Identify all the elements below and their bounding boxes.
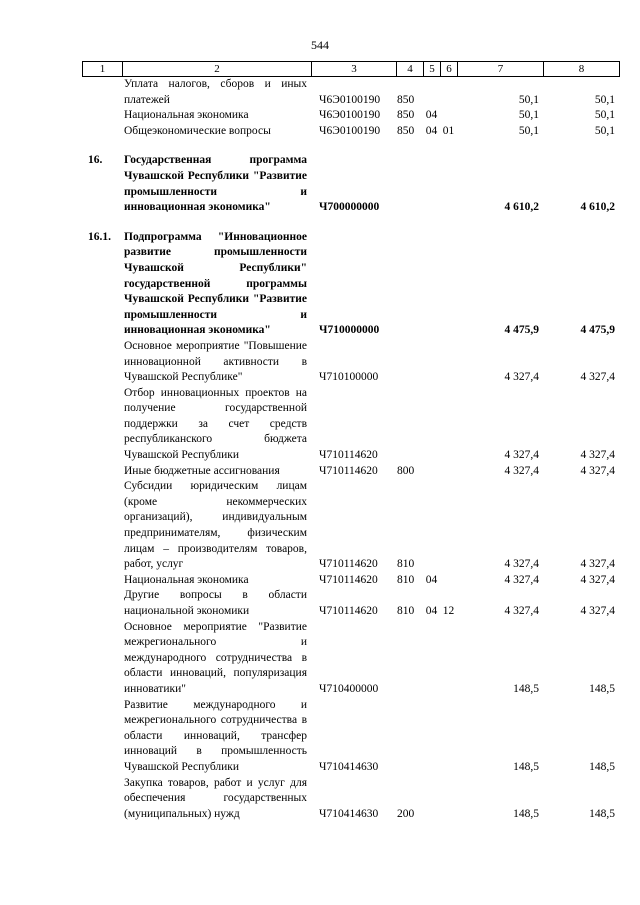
row-number (82, 464, 122, 480)
expense-type-code: 800 (397, 464, 415, 477)
expense-type-code (396, 230, 423, 339)
expense-type-code: 200 (397, 807, 415, 820)
amount-col-7: 4 327,4 (504, 371, 539, 384)
table-row (82, 77, 619, 108)
table-row (82, 573, 619, 589)
expense-type-code: 850 (397, 109, 415, 122)
section-code: 04 (425, 124, 438, 137)
row-number (82, 588, 122, 619)
amount-col-7: 4 610,2 (504, 201, 539, 214)
section-code: 04 (425, 605, 438, 617)
target-article-code: Ч710414630 (319, 807, 379, 820)
section-code (423, 339, 440, 386)
amount-col-8: 148,5 (589, 760, 615, 773)
budget-table (82, 77, 619, 822)
amount-col-8: 4 327,4 (580, 371, 615, 384)
subsection-code (440, 573, 457, 589)
row-name: Национальная экономика (124, 109, 249, 122)
row-number: 16. (88, 154, 103, 167)
expense-type-code: 810 (397, 573, 415, 586)
amount-col-7: 50,1 (518, 124, 539, 137)
row-name: Общеэкономические вопросы (124, 124, 271, 137)
target-article-code: Ч6Э0100190 (319, 124, 381, 137)
subsection-code: 01 (442, 124, 455, 137)
header-col-2: 2 (123, 62, 312, 77)
subsection-code (440, 153, 457, 215)
subsection-code (440, 230, 457, 339)
subsection-code (440, 386, 457, 464)
subsection-code (440, 698, 457, 776)
subsection-code (440, 620, 457, 698)
row-name: Государственная программа Чувашской Республики "Развитие промышленности и инновационная экономика" (124, 154, 307, 214)
subsection-code (440, 77, 457, 108)
target-article-code: Ч710114620 (319, 464, 378, 477)
amount-col-8: 50,1 (594, 93, 615, 106)
target-article-code: Ч710114620 (319, 605, 378, 617)
row-number: 16.1. (88, 230, 111, 243)
row-name: Субсидии юридическим лицам (кроме некоммерческих организаций), индивидуальным предпринимателям, физическим лицам – производителям товаров, работ, услуг (124, 480, 307, 571)
row-name: Иные бюджетные ассигнования (124, 464, 280, 477)
row-name: Основное мероприятие "Повышение инновационной активности в Чувашской Республике" (124, 339, 307, 384)
expense-type-code (396, 153, 423, 215)
amount-col-7: 4 327,4 (504, 449, 539, 462)
table-row (82, 153, 619, 215)
section-code: 04 (425, 573, 438, 586)
header-col-7: 7 (458, 62, 544, 77)
table-row (82, 588, 619, 619)
table-row (82, 698, 619, 776)
target-article-code: Ч6Э0100190 (319, 109, 381, 122)
target-article-code: Ч710100000 (319, 371, 379, 384)
row-name: Другие вопросы в области национальной экономики (124, 589, 307, 617)
page-number: 544 (311, 38, 329, 52)
section-code (423, 776, 440, 823)
table-row (82, 386, 619, 464)
row-number (82, 77, 122, 108)
row-number (82, 386, 122, 464)
amount-col-7: 148,5 (513, 760, 539, 773)
row-name: Подпрограмма "Инновационное развитие промышленности Чувашской Республики" государственной программы Чувашской Республики "Развитие промышленности и инновационная экономика" (124, 230, 307, 337)
row-name: Национальная экономика (124, 573, 249, 586)
row-name: Основное мероприятие "Развитие межрегионального и международного сотрудничества в области инноваций, популяризация инноватики" (124, 620, 307, 695)
subsection-code (440, 108, 457, 124)
row-number (82, 479, 122, 573)
expense-type-code (396, 339, 423, 386)
amount-col-7: 148,5 (513, 682, 539, 695)
row-number (82, 339, 122, 386)
expense-type-code: 810 (397, 605, 415, 617)
spacer-row (82, 216, 619, 230)
spacer-row (82, 139, 619, 153)
column-number-header (82, 61, 620, 77)
amount-col-7: 4 327,4 (504, 605, 539, 617)
section-code (423, 698, 440, 776)
spacer-cell (82, 216, 619, 230)
table-row (82, 776, 619, 823)
amount-col-7: 50,1 (518, 109, 539, 122)
row-number (82, 124, 122, 140)
table-row (82, 230, 619, 339)
row-name: Уплата налогов, сборов и иных платежей (124, 78, 307, 106)
target-article-code: Ч6Э0100190 (319, 93, 381, 106)
section-code (423, 386, 440, 464)
subsection-code (440, 776, 457, 823)
subsection-code (440, 339, 457, 386)
amount-col-8: 4 610,2 (580, 201, 615, 214)
table-row (82, 479, 619, 573)
expense-type-code: 850 (397, 93, 415, 106)
amount-col-8: 148,5 (589, 682, 615, 695)
table-row (82, 464, 619, 480)
target-article-code: Ч710114620 (319, 558, 378, 571)
table-row (82, 339, 619, 386)
expense-type-code (396, 698, 423, 776)
header-col-4: 4 (397, 62, 424, 77)
section-code: 04 (425, 109, 438, 122)
row-name: Закупка товаров, работ и услуг для обеспечения государственных (муниципальных) нужд (124, 776, 307, 820)
amount-col-8: 4 327,4 (580, 464, 615, 477)
section-code (423, 153, 440, 215)
amount-col-7: 4 327,4 (504, 464, 539, 477)
header-col-8: 8 (544, 62, 620, 77)
table-row (82, 108, 619, 124)
section-code (423, 77, 440, 108)
target-article-code: Ч710114620 (319, 449, 378, 462)
expense-type-code: 810 (397, 558, 415, 571)
amount-col-8: 148,5 (589, 807, 615, 820)
spacer-cell (82, 139, 619, 153)
header-col-3: 3 (312, 62, 397, 77)
row-number (82, 108, 122, 124)
target-article-code: Ч710000000 (319, 324, 380, 337)
expense-type-code (396, 386, 423, 464)
amount-col-8: 4 327,4 (580, 558, 615, 571)
section-code (423, 464, 440, 480)
amount-col-7: 4 327,4 (504, 573, 539, 586)
amount-col-8: 50,1 (594, 109, 615, 122)
target-article-code: Ч710414630 (319, 760, 379, 773)
row-number (82, 698, 122, 776)
amount-col-8: 4 327,4 (580, 605, 615, 617)
amount-col-7: 4 327,4 (504, 558, 539, 571)
row-number (82, 573, 122, 589)
row-number (82, 776, 122, 823)
target-article-code: Ч710400000 (319, 682, 379, 695)
table-row (82, 620, 619, 698)
section-code (423, 479, 440, 573)
subsection-code (440, 464, 457, 480)
row-name: Отбор инновационных проектов на получение государственной поддержки за счет средств республиканского бюджета Чувашской Республики (124, 386, 307, 462)
expense-type-code (396, 620, 423, 698)
amount-col-8: 4 475,9 (580, 324, 615, 337)
subsection-code: 12 (442, 605, 455, 617)
amount-col-8: 4 327,4 (580, 573, 615, 586)
target-article-code: Ч700000000 (319, 201, 380, 214)
amount-col-8: 4 327,4 (580, 449, 615, 462)
header-col-5: 5 (424, 62, 441, 77)
amount-col-8: 50,1 (594, 124, 615, 137)
amount-col-7: 50,1 (518, 93, 539, 106)
row-number (82, 620, 122, 698)
section-code (423, 230, 440, 339)
amount-col-7: 4 475,9 (504, 324, 539, 337)
table-row (82, 124, 619, 140)
amount-col-7: 148,5 (513, 807, 539, 820)
target-article-code: Ч710114620 (319, 573, 378, 586)
header-col-6: 6 (441, 62, 458, 77)
subsection-code (440, 479, 457, 573)
section-code (423, 620, 440, 698)
expense-type-code: 850 (397, 124, 415, 137)
header-col-1: 1 (83, 62, 123, 77)
row-name: Развитие международного и межрегионального сотрудничества в области инноваций, трансфер инноваций в промышленность Чувашской Республики (124, 698, 307, 773)
